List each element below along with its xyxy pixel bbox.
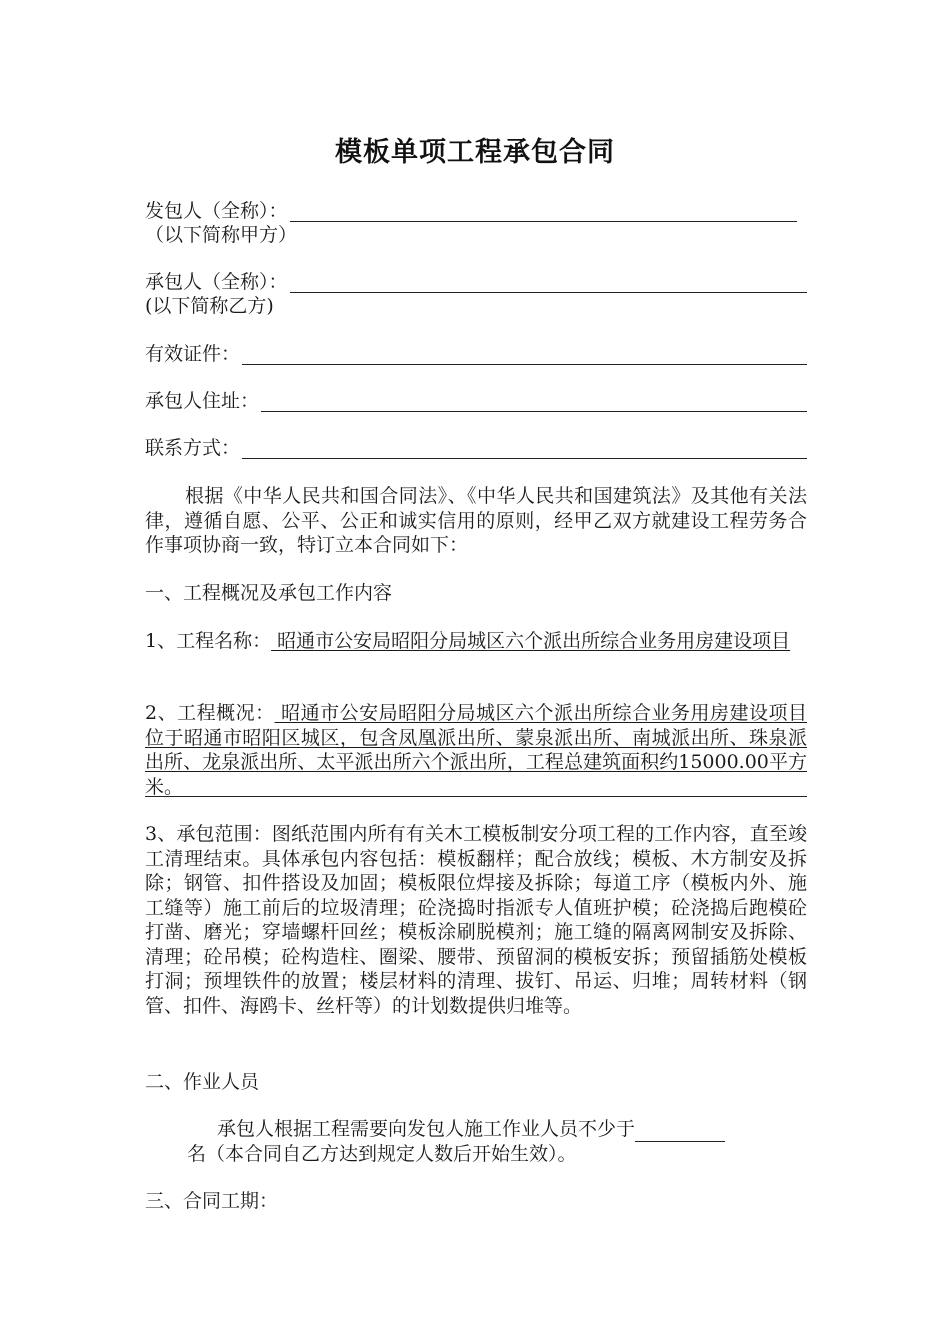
contact-blank[interactable] bbox=[242, 436, 807, 459]
id-blank[interactable] bbox=[242, 342, 807, 365]
party-b-field bbox=[145, 270, 807, 294]
project-overview-item bbox=[145, 701, 807, 799]
workers-text-a: 承包人根据工程需要向发包人施工作业人员不少于 bbox=[217, 1118, 636, 1140]
party-a-blank[interactable] bbox=[290, 199, 797, 222]
workers-text-b: 名（本合同自乙方达到规定人数后开始生效）。 bbox=[187, 1142, 577, 1165]
project-name-value: 昭通市公安局昭阳分局城区六个派出所综合业务用房建设项目 bbox=[271, 630, 791, 652]
workers-count-blank[interactable] bbox=[635, 1122, 725, 1142]
workers-paragraph bbox=[187, 1117, 807, 1166]
contact-field bbox=[145, 436, 807, 460]
party-a-field bbox=[145, 199, 797, 223]
id-label: 有效证件： bbox=[145, 343, 241, 365]
project-name-item bbox=[145, 629, 807, 654]
project-overview-label: 2、工程概况： bbox=[145, 702, 275, 724]
project-overview-value: 昭通市公安局昭阳分局城区六个派出所综合业务用房建设项目位于昭通市昭阳区城区，包含凤凰派出所、蒙泉派出所、南城派出所、珠泉派出所、龙泉派出所、太平派出所六个派出所，工程总建筑面积约15000.00平方米。 bbox=[145, 702, 807, 798]
party-b-blank[interactable] bbox=[290, 270, 807, 293]
party-b-note: (以下简称乙方) bbox=[145, 295, 274, 317]
section-2-heading: 二、作业人员 bbox=[145, 1071, 260, 1093]
project-name-label: 1、工程名称： bbox=[145, 630, 272, 652]
address-blank[interactable] bbox=[261, 389, 807, 412]
document-title: 模板单项工程承包合同 bbox=[335, 137, 615, 168]
address-field bbox=[145, 389, 807, 413]
contact-label: 联系方式： bbox=[145, 437, 241, 459]
intro-paragraph: 根据《中华人民共和国合同法》、《中华人民共和国建筑法》及其他有关法律，遵循自愿、公平、公正和诚实信用的原则，经甲乙双方就建设工程劳务合作事项协商一致，特订立本合同如下： bbox=[145, 485, 807, 556]
party-b-label: 承包人（全称）： bbox=[145, 271, 288, 293]
party-a-note: （以下简称甲方） bbox=[145, 224, 298, 246]
scope-item: 3、承包范围：图纸范围内所有有关木工模板制安分项工程的工作内容，直至竣工清理结束。具体承包内容包括：模板翻样；配合放线；模板、木方制安及拆除；钢管、扣件搭设及加固；模板限位焊接及拆除；每道工序（模板内外、施工缝等）施工前后的垃圾清理；砼浇捣时指派专人值班护模；砼浇捣后跑模砼打凿、磨光；穿墙螺杆回丝；模板涂刷脱模剂；施工缝的隔离网制安及拆除、清理；砼吊模；砼构造柱、圈梁、腰带、预留洞的模板安拆；预留插筋处模板打洞；预埋铁件的放置；楼层材料的清理、拔钉、吊运、归堆；周转材料（钢管、扣件、海鸥卡、丝杆等）的计划数提供归堆等。 bbox=[145, 823, 807, 1017]
overview-underline bbox=[145, 796, 807, 797]
section-3-heading: 三、合同工期： bbox=[145, 1190, 279, 1212]
section-1-heading: 一、工程概况及承包工作内容 bbox=[145, 582, 393, 604]
address-label: 承包人住址： bbox=[145, 390, 260, 412]
party-a-label: 发包人（全称）： bbox=[145, 200, 288, 222]
id-field bbox=[145, 342, 807, 366]
